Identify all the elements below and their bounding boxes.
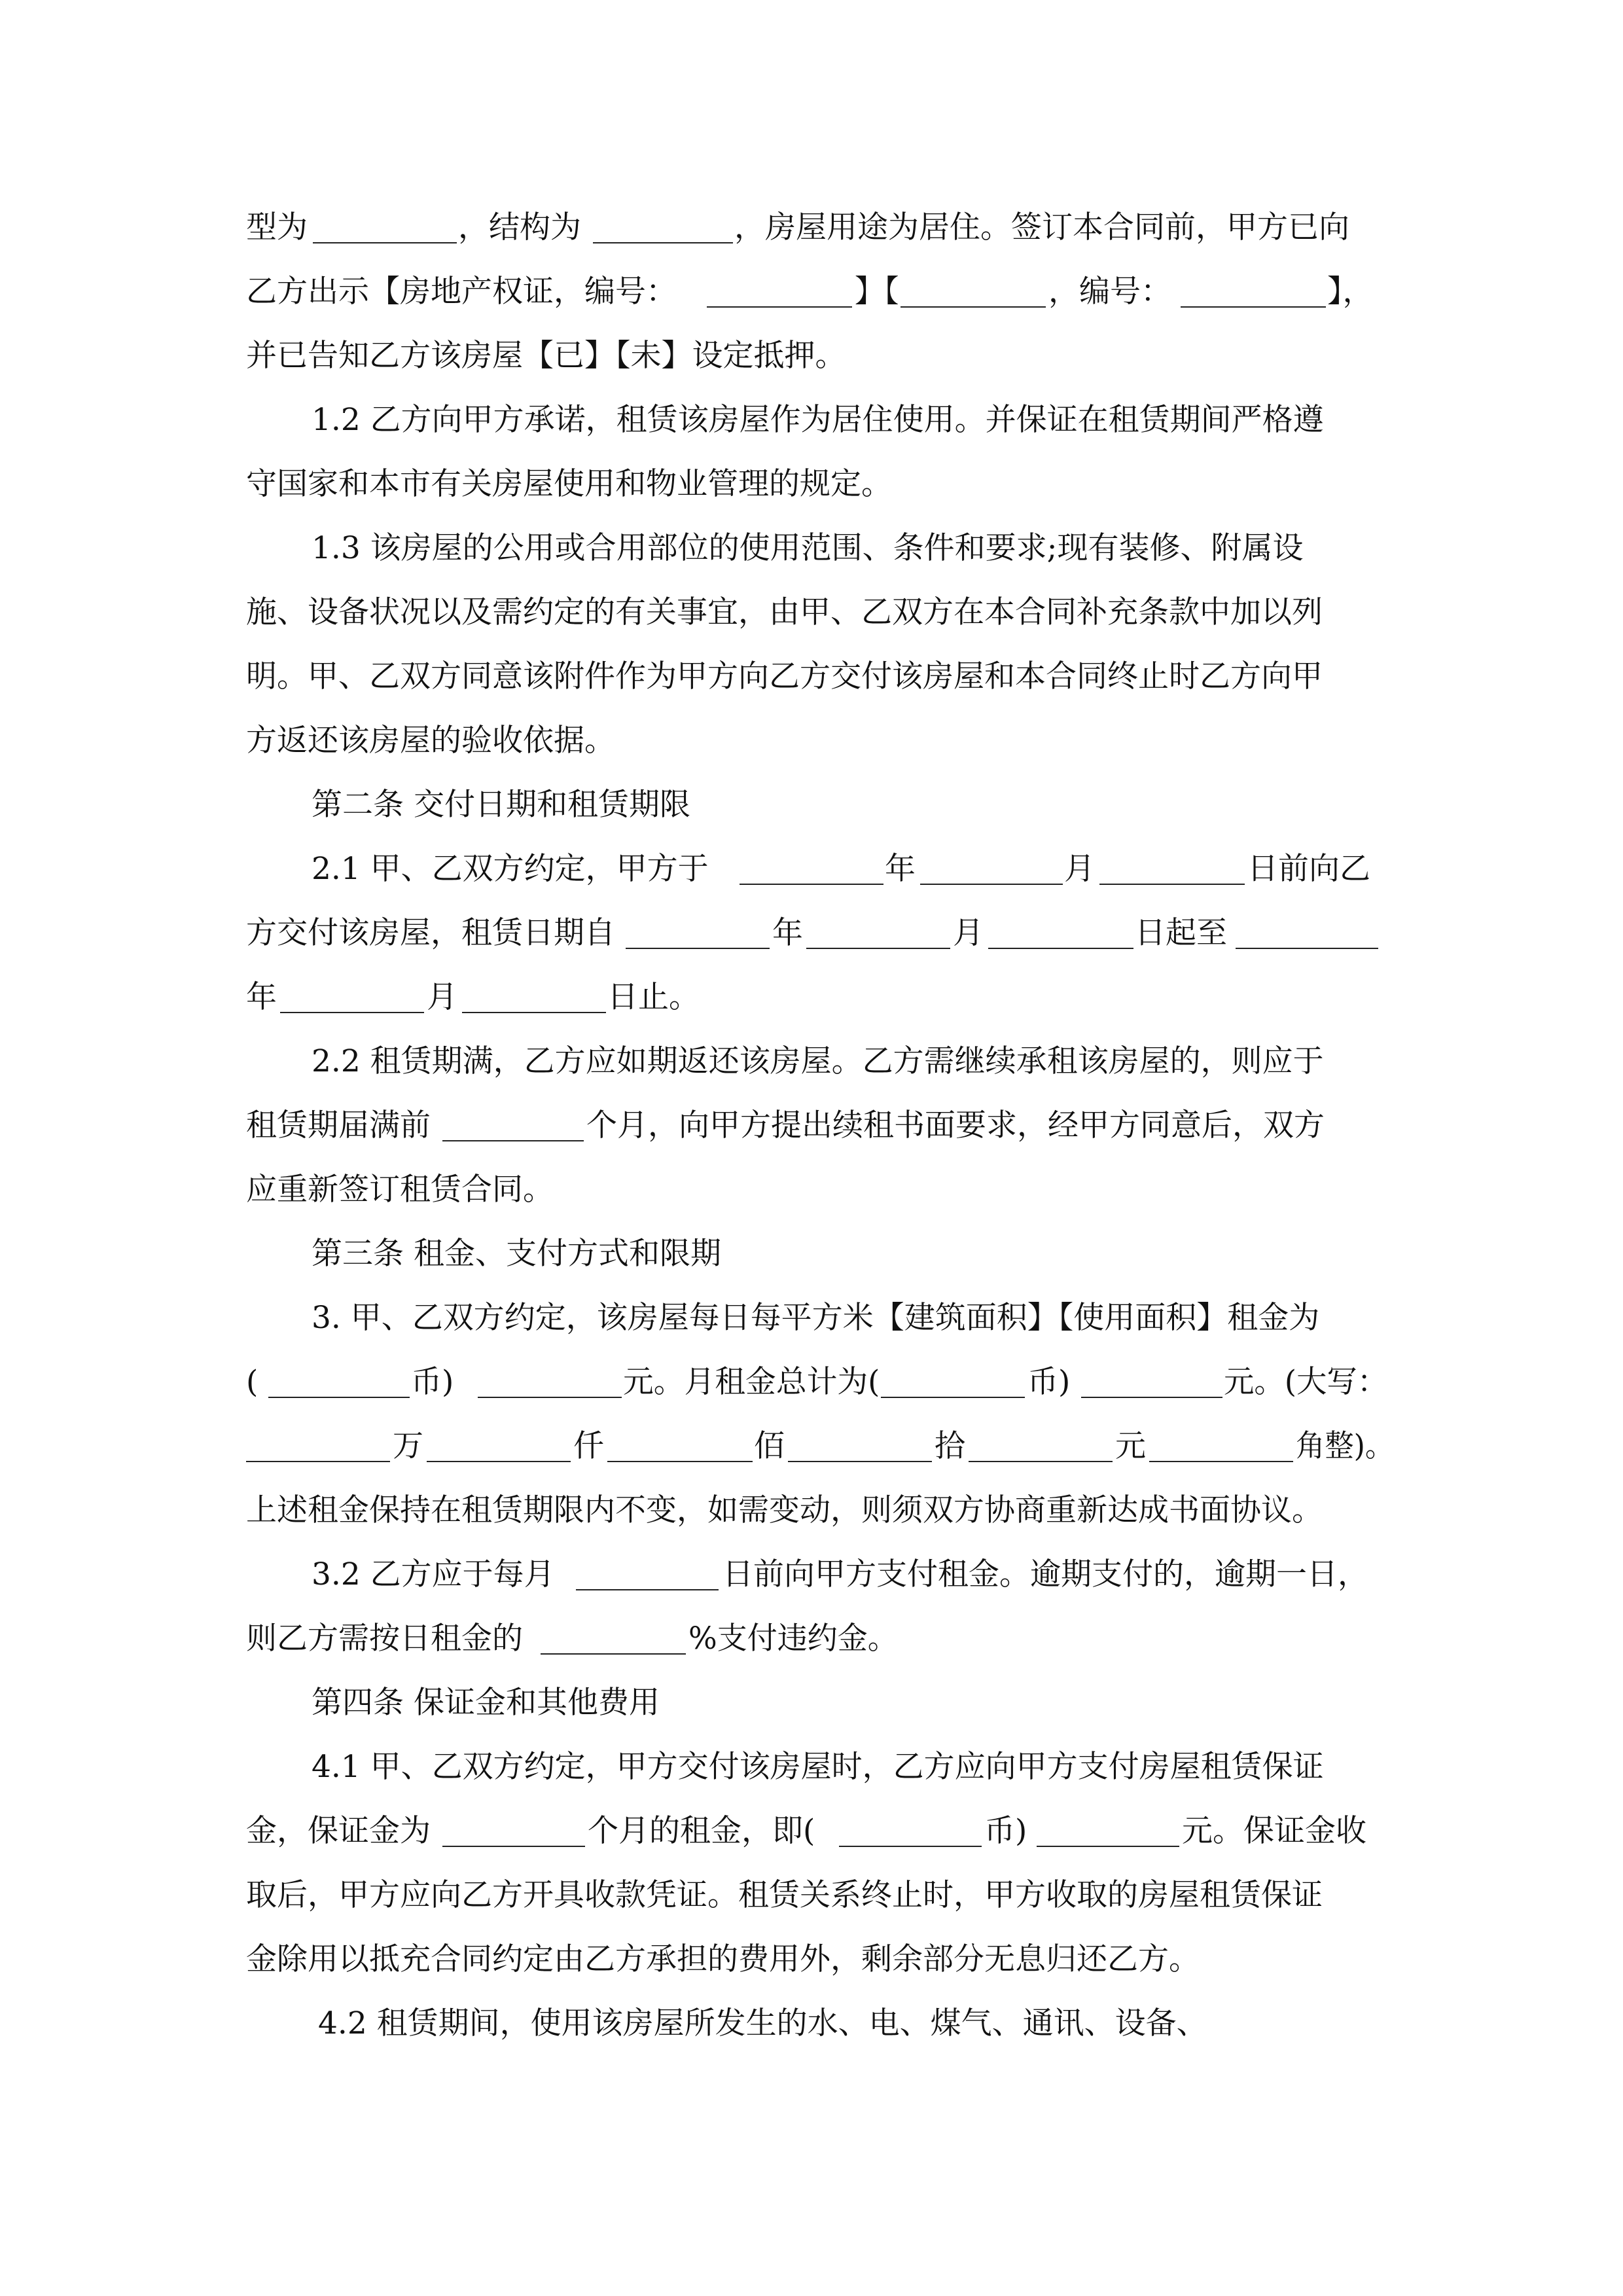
text-run: 年 xyxy=(772,915,803,951)
fill-blank xyxy=(1149,1415,1293,1462)
text-run: 元。保证金收 xyxy=(1182,1813,1366,1849)
text-run: 币) xyxy=(411,1364,454,1400)
text-run: 元 xyxy=(1115,1428,1146,1464)
text-line xyxy=(0,1992,1623,2055)
fill-blank xyxy=(788,1415,932,1462)
text-line xyxy=(0,260,1623,323)
fill-blank xyxy=(593,196,733,243)
text-run: 方返还该房屋的验收依据。 xyxy=(246,723,615,759)
text-run: 3.2 乙方应于每月 xyxy=(312,1556,555,1592)
text-run: 年 xyxy=(885,851,916,887)
fill-blank xyxy=(707,260,852,308)
fill-blank xyxy=(920,838,1063,885)
text-run: 方交付该房屋，租赁日期自 xyxy=(246,915,615,951)
text-run: 应重新签订租赁合同。 xyxy=(246,1172,554,1208)
text-line xyxy=(0,902,1623,965)
text-line xyxy=(0,581,1623,644)
text-run: 2.2 租赁期满，乙方应如期返还该房屋。乙方需继续承租该房屋的，则应于 xyxy=(312,1043,1324,1079)
text-line xyxy=(0,517,1623,580)
text-line xyxy=(0,1800,1623,1863)
fill-blank xyxy=(268,1351,410,1398)
text-run: 1.3 该房屋的公用或合用部位的使用范围、条件和要求;现有装修、附属设 xyxy=(312,530,1304,566)
text-run: 金除用以抵充合同约定由乙方承担的费用外，剩余部分无息归还乙方。 xyxy=(246,1941,1200,1977)
text-run: 1.2 乙方向甲方承诺，租赁该房屋作为居住使用。并保证在租赁期间严格遵 xyxy=(312,402,1324,438)
text-line xyxy=(0,1736,1623,1799)
text-line xyxy=(0,838,1623,901)
text-run: 拾 xyxy=(935,1428,965,1464)
fill-blank xyxy=(576,1543,719,1590)
fill-blank xyxy=(988,902,1133,949)
text-run: %支付违约金。 xyxy=(688,1621,898,1657)
fill-blank xyxy=(1099,838,1245,885)
text-run: 】， xyxy=(1327,274,1374,310)
text-run: 第三条 租金、支付方式和限期 xyxy=(312,1236,721,1272)
text-run: 2.1 甲、乙双方约定，甲方于 xyxy=(312,851,709,887)
text-line xyxy=(0,389,1623,452)
text-line xyxy=(0,1094,1623,1157)
text-run: 并已告知乙方该房屋【已】【未】设定抵押。 xyxy=(246,338,846,374)
text-run: 】【 xyxy=(855,274,899,310)
fill-blank xyxy=(969,1415,1113,1462)
text-line xyxy=(0,1351,1623,1414)
text-run: ，房屋用途为居住。签订本合同前，甲方已向 xyxy=(734,209,1349,245)
fill-blank xyxy=(1037,1800,1179,1847)
fill-blank xyxy=(462,966,606,1013)
text-run: 月 xyxy=(427,979,457,1015)
text-line xyxy=(0,1287,1623,1350)
section-heading xyxy=(0,1672,1623,1734)
text-run: ( xyxy=(246,1364,259,1400)
fill-blank xyxy=(881,1351,1025,1398)
fill-blank xyxy=(901,260,1046,308)
section-heading xyxy=(0,1223,1623,1285)
text-run: 型为 xyxy=(246,209,308,245)
text-line xyxy=(0,1415,1623,1478)
fill-blank xyxy=(839,1800,982,1847)
text-line xyxy=(0,966,1623,1029)
text-run: 万 xyxy=(393,1428,423,1464)
fill-blank xyxy=(806,902,950,949)
text-run: 第二条 交付日期和租赁期限 xyxy=(312,787,690,823)
text-run: 币) xyxy=(1027,1364,1071,1400)
fill-blank xyxy=(1181,260,1326,308)
text-line xyxy=(0,1158,1623,1221)
text-run: 上述租金保持在租赁期限内不变，如需变动，则须双方协商重新达成书面协议。 xyxy=(246,1492,1323,1528)
text-run: 施、设备状况以及需约定的有关事宜，由甲、乙双方在本合同补充条款中加以列 xyxy=(246,594,1323,630)
text-run: 日起至 xyxy=(1135,915,1227,951)
text-run: 佰 xyxy=(754,1428,785,1464)
text-run: 3. 甲、乙双方约定，该房屋每日每平方米【建筑面积】【使用面积】租金为 xyxy=(312,1300,1320,1336)
text-run: 年 xyxy=(246,979,277,1015)
text-run: 月 xyxy=(1064,851,1095,887)
fill-blank xyxy=(626,902,770,949)
text-line xyxy=(0,645,1623,708)
text-run: 租赁期届满前 xyxy=(246,1107,431,1143)
text-run: 月 xyxy=(953,915,984,951)
fill-blank xyxy=(541,1607,686,1655)
text-run: 4.2 租赁期间，使用该房屋所发生的水、电、煤气、通讯、设备、 xyxy=(318,2005,1207,2041)
text-run: 个月，向甲方提出续租书面要求，经甲方同意后，双方 xyxy=(586,1107,1325,1143)
fill-blank xyxy=(1081,1351,1222,1398)
text-run: 币) xyxy=(984,1813,1027,1849)
text-run: ，编号： xyxy=(1048,274,1171,310)
text-run: 个月的租金，即( xyxy=(588,1813,815,1849)
text-run: 乙方出示【房地产权证，编号： xyxy=(246,274,677,310)
text-line xyxy=(0,1543,1623,1606)
text-run: 日前向甲方支付租金。逾期支付的，逾期一日， xyxy=(722,1556,1368,1592)
text-run: 取后，甲方应向乙方开具收款凭证。租赁关系终止时，甲方收取的房屋租赁保证 xyxy=(246,1877,1323,1913)
fill-blank xyxy=(478,1351,622,1398)
text-line xyxy=(0,1479,1623,1542)
text-run: 第四条 保证金和其他费用 xyxy=(312,1685,660,1721)
text-line xyxy=(0,1864,1623,1927)
text-run: 仟 xyxy=(573,1428,604,1464)
text-line xyxy=(0,1030,1623,1093)
fill-blank xyxy=(1236,902,1378,949)
fill-blank xyxy=(246,1415,390,1462)
text-run: 日前向乙 xyxy=(1247,851,1370,887)
text-run: 则乙方需按日租金的 xyxy=(246,1621,523,1657)
text-run: 明。甲、乙双方同意该附件作为甲方向乙方交付该房屋和本合同终止时乙方向甲 xyxy=(246,658,1323,694)
fill-blank xyxy=(740,838,883,885)
text-run: 元。月租金总计为( xyxy=(623,1364,880,1400)
text-run: 4.1 甲、乙双方约定，甲方交付该房屋时，乙方应向甲方支付房屋租赁保证 xyxy=(312,1749,1324,1785)
fill-blank xyxy=(607,1415,753,1462)
text-line xyxy=(0,196,1623,259)
text-run: 守国家和本市有关房屋使用和物业管理的规定。 xyxy=(246,466,892,502)
fill-blank xyxy=(442,1094,584,1141)
text-run: 日止。 xyxy=(607,979,700,1015)
fill-blank xyxy=(427,1415,571,1462)
text-run: 元。(大写： xyxy=(1224,1364,1388,1400)
fill-blank xyxy=(280,966,424,1013)
text-run: 角整)。 xyxy=(1296,1428,1395,1464)
fill-blank xyxy=(313,196,457,243)
section-heading xyxy=(0,774,1623,836)
text-line xyxy=(0,1607,1623,1670)
text-run: 金，保证金为 xyxy=(246,1813,431,1849)
text-line xyxy=(0,709,1623,772)
text-line xyxy=(0,453,1623,516)
text-line xyxy=(0,325,1623,387)
text-run: ，结构为 xyxy=(458,209,581,245)
text-line xyxy=(0,1928,1623,1991)
fill-blank xyxy=(442,1800,585,1847)
